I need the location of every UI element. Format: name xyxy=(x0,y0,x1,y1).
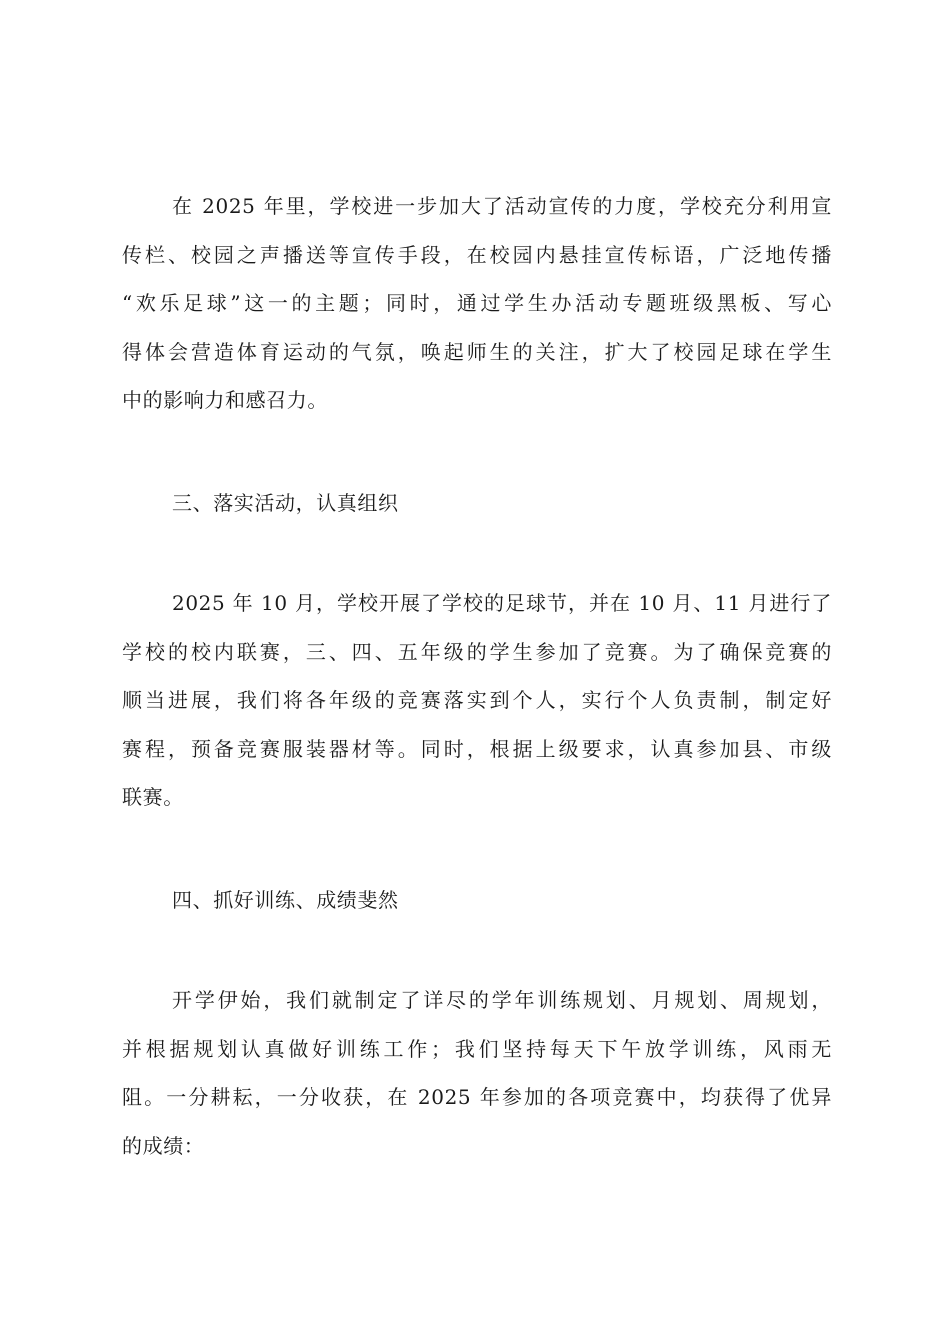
paragraph-training xyxy=(122,976,832,1170)
paragraph-line: 传栏、校园之声播送等宣传手段，在校园内悬挂宣传标语，广泛地传播 xyxy=(122,242,832,267)
paragraph-line: 并根据规划认真做好训练工作；我们坚持每天下午放学训练，风雨无 xyxy=(122,1036,832,1061)
section-heading-4: 四、抓好训练、成绩斐然 xyxy=(172,888,399,912)
paragraph-publicity xyxy=(122,182,832,425)
paragraph-line: 中的影响力和感召力。 xyxy=(122,388,328,412)
paragraph-line: 在 2025 年里，学校进一步加大了活动宣传的力度，学校充分利用宣 xyxy=(172,194,832,218)
paragraph-line: “欢乐足球”这一的主题；同时，通过学生办活动专题班级黑板、写心 xyxy=(122,291,832,315)
paragraph-line: 阻。一分耕耘，一分收获，在 2025 年参加的各项竞赛中，均获得了优异 xyxy=(122,1085,832,1109)
paragraph-line: 得体会营造体育运动的气氛，唤起师生的关注，扩大了校园足球在学生 xyxy=(122,339,832,364)
paragraph-line: 联赛。 xyxy=(122,785,184,809)
section-heading-3: 三、落实活动，认真组织 xyxy=(172,491,399,515)
paragraph-line: 2025 年 10 月，学校开展了学校的足球节，并在 10 月、11 月进行了 xyxy=(172,591,832,615)
paragraph-line: 开学伊始，我们就制定了详尽的学年训练规划、月规划、周规划， xyxy=(172,988,832,1012)
paragraph-activities xyxy=(122,579,832,822)
paragraph-line: 的成绩： xyxy=(122,1133,205,1158)
paragraph-line: 学校的校内联赛，三、四、五年级的学生参加了竞赛。为了确保竞赛的 xyxy=(122,639,832,664)
paragraph-line: 顺当进展，我们将各年级的竞赛落实到个人，实行个人负责制，制定好 xyxy=(122,688,832,712)
paragraph-line: 赛程，预备竞赛服装器材等。同时，根据上级要求，认真参加县、市级 xyxy=(122,736,832,761)
